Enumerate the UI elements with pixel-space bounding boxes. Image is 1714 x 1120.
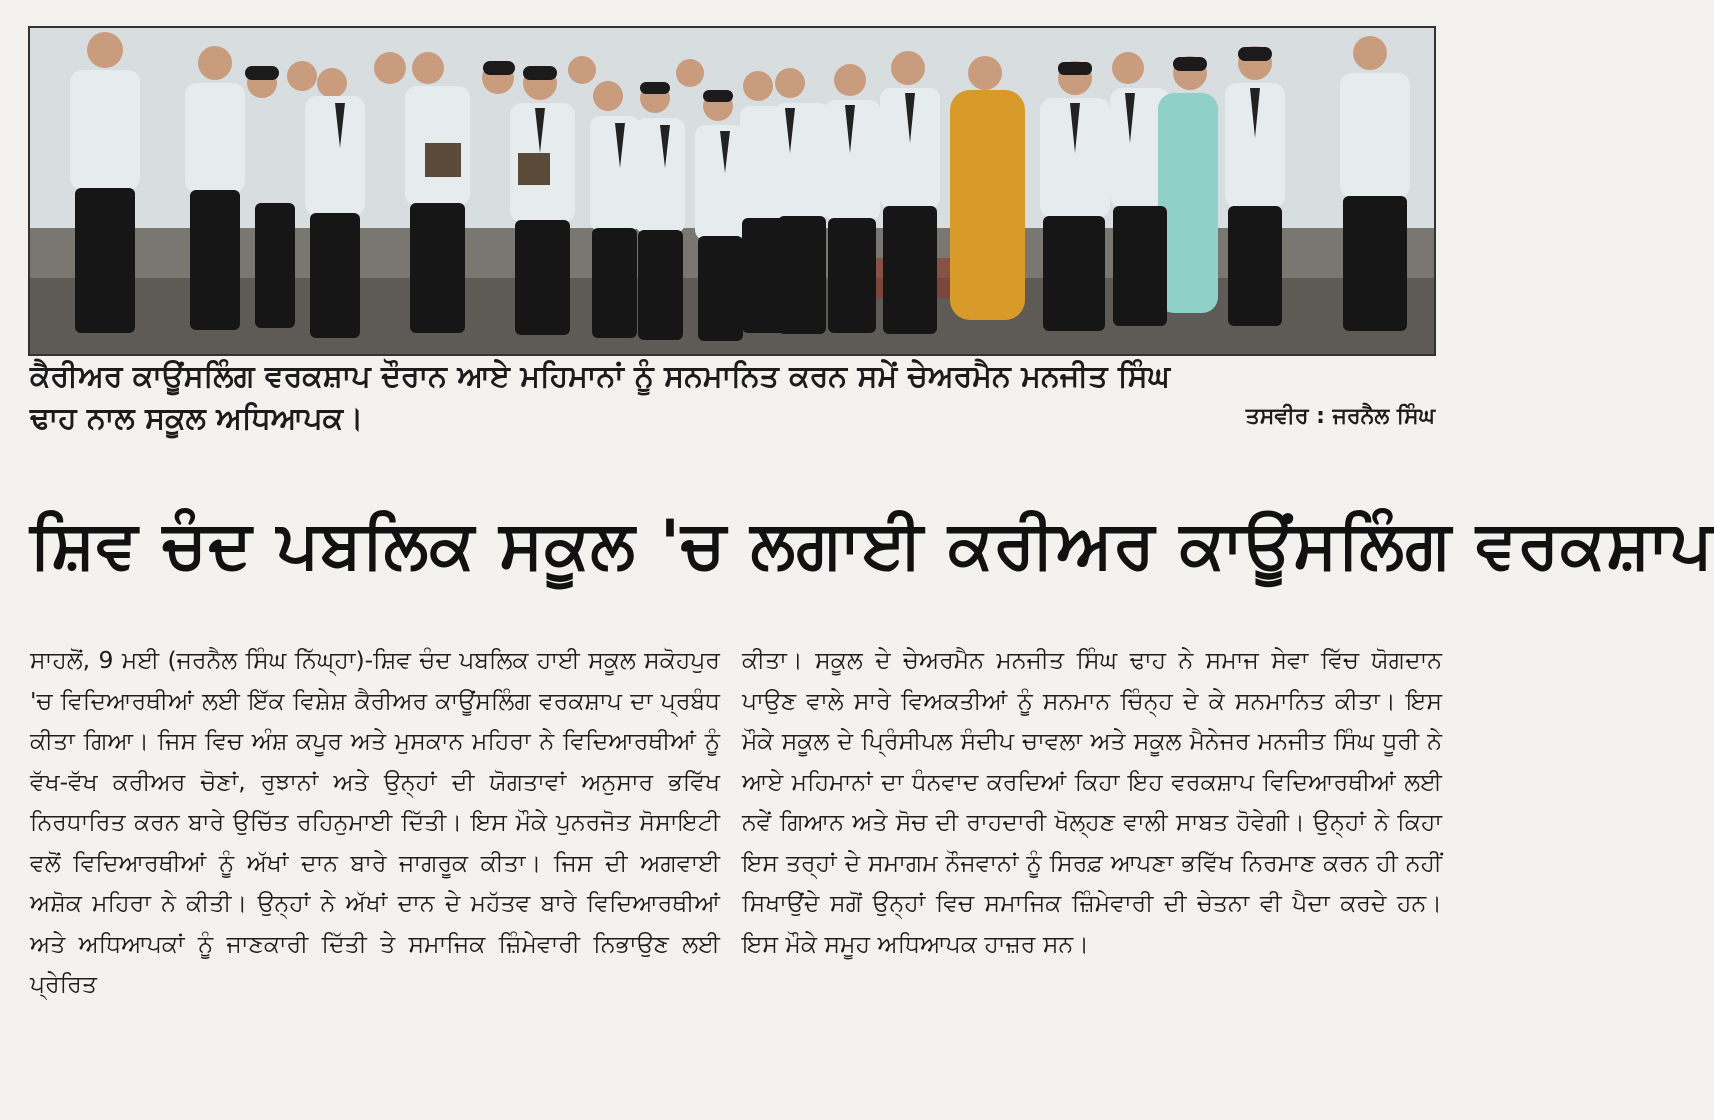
photo-credit: ਤਸਵੀਰ : ਜਰਨੈਲ ਸਿੰਘ <box>1245 404 1435 429</box>
caption-line-1: ਕੈਰੀਅਰ ਕਾਊਂਸਲਿੰਗ ਵਰਕਸ਼ਾਪ ਦੌਰਾਨ ਆਏ ਮਹਿਮਾਨਾਂ ਨੂੰ ਸਨਮਾਨਿਤ ਕਰਨ ਸਮੇਂ ਚੇਅਰਮੈਨ ਮਨਜੀਤ ਸਿੰਘ <box>30 359 1170 394</box>
group-photo-illustration <box>30 28 1434 354</box>
group-photo <box>28 26 1436 356</box>
article-column-left: ਸਾਹਲੋਂ, 9 ਮਈ (ਜਰਨੈਲ ਸਿੰਘ ਨਿੱਘ੍ਹਾ)-ਸ਼ਿਵ ਚੰਦ ਪਬਲਿਕ ਹਾਈ ਸਕੂਲ ਸਕੋਹਪੁਰ 'ਚ ਵਿਦਿਆਰਥੀਆਂ ਲਈ ਇੱਕ ਵਿਸ਼ੇਸ਼ ਕੈਰੀਅਰ ਕਾਊਂਸਲਿੰਗ ਵਰਕਸ਼ਾਪ ਦਾ ਪ੍ਰਬੰਧ ਕੀਤਾ ਗਿਆ। ਜਿਸ ਵਿਚ ਅੰਸ਼ ਕਪੂਰ ਅਤੇ ਮੁਸਕਾਨ ਮਹਿਰਾ ਨੇ ਵਿਦਿਆਰਥੀਆਂ ਨੂੰ ਵੱਖ-ਵੱਖ ਕਰੀਅਰ ਚੋਣਾਂ, ਰੁਝਾਨਾਂ ਅਤੇ ਉਨ੍ਹਾਂ ਦੀ ਯੋਗਤਾਵਾਂ ਅਨੁਸਾਰ ਭਵਿੱਖ ਨਿਰਧਾਰਿਤ ਕਰਨ ਬਾਰੇ ਉਚਿੱਤ ਰਹਿਨੁਮਾਈ ਦਿੱਤੀ। ਇਸ ਮੌਕੇ ਪੁਨਰਜੋਤ ਸੋਸਾਇਟੀ ਵਲੋਂ ਵਿਦਿਆਰਥੀਆਂ ਨੂੰ ਅੱਖਾਂ ਦਾਨ ਬਾਰੇ ਜਾਗਰੂਕ ਕੀਤਾ। ਜਿਸ ਦੀ ਅਗਵਾਈ ਅਸ਼ੋਕ ਮਹਿਰਾ ਨੇ ਕੀਤੀ। ਉਨ੍ਹਾਂ ਨੇ ਅੱਖਾਂ ਦਾਨ ਦੇ ਮਹੱਤਵ ਬਾਰੇ ਵਿਦਿਆਰਥੀਆਂ ਅਤੇ ਅਧਿਆਪਕਾਂ ਨੂੰ ਜਾਣਕਾਰੀ ਦਿੱਤੀ ਤੇ ਸਮਾਜਿਕ ਜ਼ਿੰਮੇਵਾਰੀ ਨਿਭਾਉਣ ਲਈ ਪ੍ਰੇਰਿਤ <box>30 646 720 998</box>
photo-caption <box>30 356 1440 440</box>
article-headline: ਸ਼ਿਵ ਚੰਦ ਪਬਲਿਕ ਸਕੂਲ 'ਚ ਲਗਾਈ ਕਰੀਅਰ ਕਾਊਂਸਲਿੰਗ ਵਰਕਸ਼ਾਪ <box>30 506 1714 583</box>
caption-line-2: ਢਾਹ ਨਾਲ ਸਕੂਲ ਅਧਿਆਪਕ। <box>30 401 364 436</box>
article-column-right: ਕੀਤਾ। ਸਕੂਲ ਦੇ ਚੇਅਰਮੈਨ ਮਨਜੀਤ ਸਿੰਘ ਢਾਹ ਨੇ ਸਮਾਜ ਸੇਵਾ ਵਿੱਚ ਯੋਗਦਾਨ ਪਾਉਣ ਵਾਲੇ ਸਾਰੇ ਵਿਅਕਤੀਆਂ ਨੂੰ ਸਨਮਾਨ ਚਿੰਨ੍ਹ ਦੇ ਕੇ ਸਨਮਾਨਿਤ ਕੀਤਾ। ਇਸ ਮੌਕੇ ਸਕੂਲ ਦੇ ਪ੍ਰਿੰਸੀਪਲ ਸੰਦੀਪ ਚਾਵਲਾ ਅਤੇ ਸਕੂਲ ਮੈਨੇਜਰ ਮਨਜੀਤ ਸਿੰਘ ਧੂਰੀ ਨੇ ਆਏ ਮਹਿਮਾਨਾਂ ਦਾ ਧੰਨਵਾਦ ਕਰਦਿਆਂ ਕਿਹਾ ਇਹ ਵਰਕਸ਼ਾਪ ਵਿਦਿਆਰਥੀਆਂ ਲਈ ਨਵੇਂ ਗਿਆਨ ਅਤੇ ਸੋਚ ਦੀ ਰਾਹਦਾਰੀ ਖੋਲ੍ਹਣ ਵਾਲੀ ਸਾਬਤ ਹੋਵੇਗੀ। ਉਨ੍ਹਾਂ ਨੇ ਕਿਹਾ ਇਸ ਤਰ੍ਹਾਂ ਦੇ ਸਮਾਗਮ ਨੌਜਵਾਨਾਂ ਨੂੰ ਸਿਰਫ਼ ਆਪਣਾ ਭਵਿੱਖ ਨਿਰਮਾਣ ਕਰਨ ਹੀ ਨਹੀਂ ਸਿਖਾਉਂਦੇ ਸਗੋਂ ਉਨ੍ਹਾਂ ਵਿਚ ਸਮਾਜਿਕ ਜ਼ਿੰਮੇਵਾਰੀ ਦੀ ਚੇਤਨਾ ਵੀ ਪੈਦਾ ਕਰਦੇ ਹਨ। ਇਸ ਮੌਕੇ ਸਮੂਹ ਅਧਿਆਪਕ ਹਾਜ਼ਰ ਸਨ। <box>742 646 1442 958</box>
